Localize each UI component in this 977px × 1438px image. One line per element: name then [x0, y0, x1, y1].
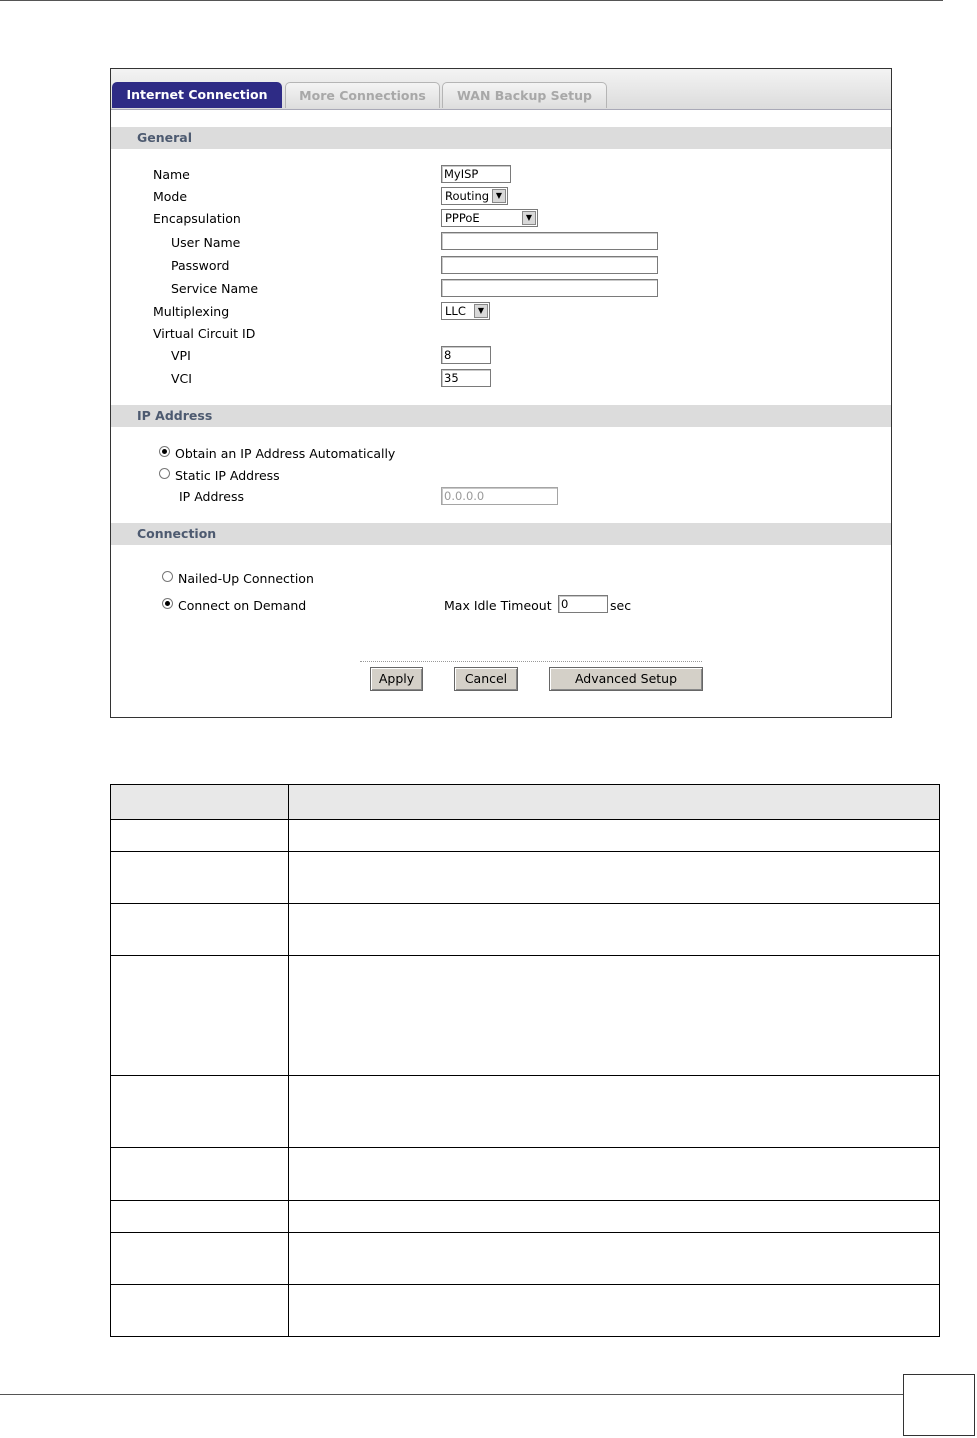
mode-select-value: Routing: [445, 189, 490, 203]
cancel-button[interactable]: Cancel: [454, 667, 518, 691]
max-idle-timeout-label: Max Idle Timeout: [444, 598, 552, 613]
ip-address-input[interactable]: 0.0.0.0: [441, 487, 558, 505]
vpi-label: VPI: [171, 348, 191, 363]
table-header-cell: [289, 785, 940, 820]
field-description-table: [110, 784, 940, 1337]
encapsulation-select-value: PPPoE: [445, 211, 480, 225]
chevron-down-icon: ▼: [492, 189, 506, 203]
table-row: [111, 956, 940, 1076]
ip-address-section-header: [111, 405, 891, 427]
ip-address-section-title: IP Address: [137, 408, 213, 423]
tab-internet-connection[interactable]: Internet Connection: [112, 82, 282, 108]
apply-button[interactable]: Apply: [370, 667, 423, 691]
ip-address-label: IP Address: [179, 489, 244, 504]
multiplexing-select-value: LLC: [445, 304, 466, 318]
name-input[interactable]: MyISP: [441, 165, 511, 183]
tab-bar: [111, 69, 891, 110]
connect-on-demand-radio[interactable]: [162, 598, 173, 609]
vci-label: VCI: [171, 371, 192, 386]
encapsulation-label: Encapsulation: [153, 211, 241, 226]
connect-on-demand-label: Connect on Demand: [178, 598, 307, 613]
obtain-ip-auto-label: Obtain an IP Address Automatically: [175, 446, 396, 461]
vpi-input[interactable]: 8: [441, 346, 491, 364]
connection-section-header: [111, 523, 891, 545]
top-rule: [0, 0, 943, 1]
table-header-row: [111, 785, 940, 820]
table-row: [111, 1233, 940, 1285]
multiplexing-select[interactable]: [441, 302, 490, 320]
encapsulation-select[interactable]: [441, 209, 538, 227]
table-header-cell: [111, 785, 289, 820]
general-section-title: General: [137, 130, 192, 145]
table-row: [111, 1076, 940, 1148]
general-section-header: [111, 127, 891, 149]
table-row: [111, 820, 940, 852]
user-name-input[interactable]: [441, 232, 658, 250]
table-row: [111, 852, 940, 904]
mode-label: Mode: [153, 189, 188, 204]
chevron-down-icon: ▼: [522, 211, 536, 225]
password-input[interactable]: [441, 256, 658, 274]
chevron-down-icon: ▼: [474, 304, 488, 318]
table-row: [111, 1148, 940, 1201]
multiplexing-label: Multiplexing: [153, 304, 230, 319]
idle-unit-label: sec: [610, 598, 632, 613]
mode-select[interactable]: [441, 187, 508, 205]
password-label: Password: [171, 258, 230, 273]
page-number-box: [903, 1374, 975, 1436]
virtual-circuit-id-label: Virtual Circuit ID: [153, 326, 256, 341]
name-label: Name: [153, 167, 190, 182]
max-idle-timeout-input[interactable]: 0: [558, 595, 608, 613]
service-name-input[interactable]: [441, 279, 658, 297]
table-row: [111, 904, 940, 956]
vci-input[interactable]: 35: [441, 369, 491, 387]
static-ip-label: Static IP Address: [175, 468, 280, 483]
user-name-label: User Name: [171, 235, 241, 250]
bottom-rule: [0, 1394, 903, 1395]
obtain-ip-auto-radio[interactable]: [159, 446, 170, 457]
static-ip-radio[interactable]: [159, 468, 170, 479]
table-row: [111, 1201, 940, 1233]
nailed-up-radio[interactable]: [162, 571, 173, 582]
connection-section-title: Connection: [137, 526, 217, 541]
advanced-setup-button[interactable]: Advanced Setup: [549, 667, 703, 691]
button-divider: [360, 661, 702, 662]
tab-wan-backup-setup[interactable]: WAN Backup Setup: [442, 82, 607, 108]
internet-connection-window: [110, 68, 892, 718]
nailed-up-label: Nailed-Up Connection: [178, 571, 314, 586]
tab-more-connections[interactable]: More Connections: [285, 82, 440, 108]
service-name-label: Service Name: [171, 281, 259, 296]
table-row: [111, 1285, 940, 1337]
